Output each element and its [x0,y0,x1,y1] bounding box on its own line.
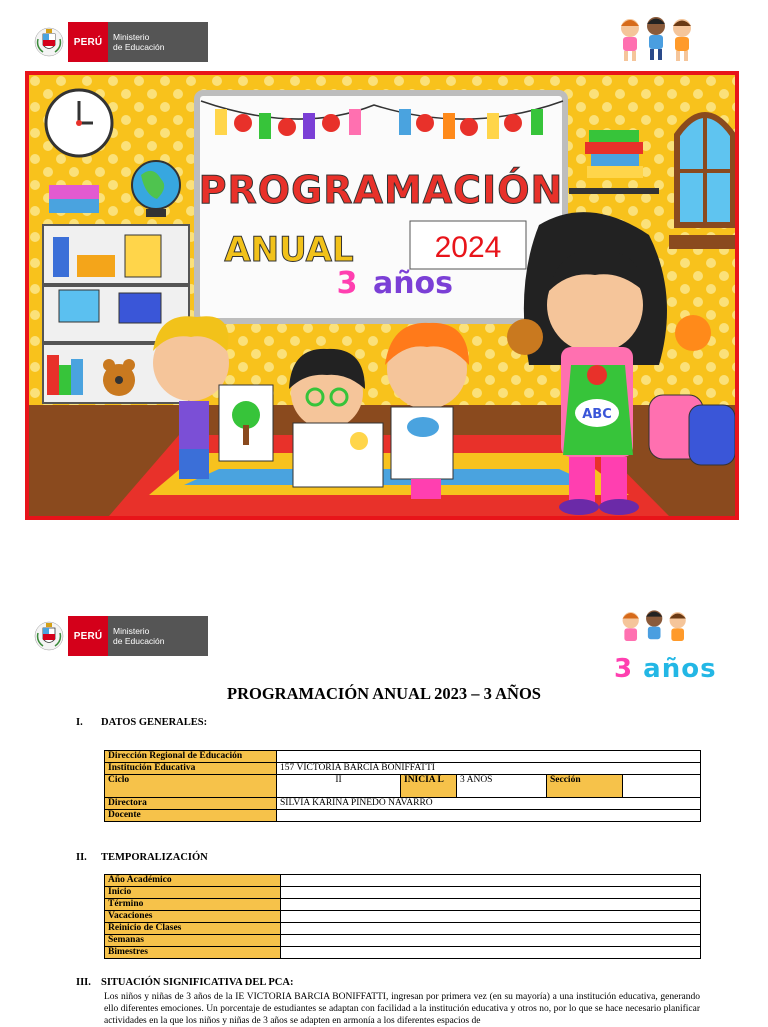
table-row [105,923,701,935]
peru-shield-icon [34,25,64,59]
temp-value [281,947,701,959]
table-row [105,775,701,798]
temp-value [281,875,701,887]
dre-label: Dirección Regional de Educación [105,751,277,763]
seccion-value [623,775,701,798]
nivel-value: 3 AÑOS [457,775,547,798]
temp-label: Reinicio de Clases [105,923,281,935]
section-1-heading [76,717,207,728]
table-row [105,763,701,775]
seccion-label: Sección [547,775,623,798]
ciclo-value: II [277,775,401,798]
temp-value [281,899,701,911]
table-row [105,899,701,911]
section-1-number: I. [76,717,83,728]
docente-label: Docente [105,810,277,822]
temp-label: Término [105,899,281,911]
cover-subtitle: ANUAL [224,230,354,270]
temp-label: Inicio [105,887,281,899]
temp-label: Año Académico [105,875,281,887]
cover-illustration [25,71,739,520]
cover-age-number: 3 [336,266,358,301]
section-1-label: DATOS GENERALES: [101,717,208,728]
table-row [105,947,701,959]
cover-age-word: años [372,266,454,301]
docente-value [277,810,701,822]
peru-label: PERÚ [68,22,108,62]
table-row [105,911,701,923]
ministry-line1: Ministerio [113,32,150,42]
age-badge [614,654,717,684]
teddy-bear-icon [115,376,123,384]
ministry-label [108,616,208,656]
datos-generales-table [104,750,701,822]
temporalizacion-table [104,874,701,959]
minedu-logo [30,22,208,62]
table-row [105,751,701,763]
peru-shield-icon [34,619,64,653]
temp-value [281,923,701,935]
ciclo-label: Ciclo [105,775,277,798]
age-badge-number: 3 [614,654,634,684]
document-title: PROGRAMACIÓN ANUAL 2023 – 3 AÑOS [227,684,541,703]
age-badge-word: años [643,654,717,684]
directora-value: SILVIA KARINA PINEDO NAVARRO [277,798,701,810]
section-3-label: SITUACIÓN SIGNIFICATIVA DEL PCA: [101,977,294,988]
section-2-label: TEMPORALIZACIÓN [101,852,208,863]
backpack-icon [649,395,735,465]
section-2-number: II. [76,852,87,863]
ie-value: 157 VICTORIA BARCIA BONIFFATTI [277,763,701,775]
dre-value [277,751,701,763]
temp-label: Bimestres [105,947,281,959]
table-row [105,810,701,822]
table-row [105,935,701,947]
section-2-heading [76,852,208,863]
ministry-line2: de Educación [113,636,165,646]
temp-label: Vacaciones [105,911,281,923]
ministry-line2: de Educación [113,42,165,52]
table-row [105,887,701,899]
classroom-scene [29,75,735,516]
temp-value [281,887,701,899]
minedu-logo-page2 [30,616,208,656]
cover-title: PROGRAMACIÓN [198,168,564,212]
section-3-number: III. [76,977,91,988]
cover-year: 2024 [434,231,502,264]
clock-icon [46,90,112,156]
kids-icon [606,604,706,660]
temp-label: Semanas [105,935,281,947]
directora-label: Directora [105,798,277,810]
table-row [105,875,701,887]
situacion-paragraph: Los niños y niñas de 3 años de la IE VICTORIA BARCIA BONIFFATTI, ingresan por primera vez (en su mayoría) a una institución educativa, generando ello diferentes emociones. Un porcentaje de estudiantes se adaptan con facilidad a la institución educativa y otros no, por lo que se hace necesario planificar actividades en la que los niños y niñas de 3 años se adapten en armonía a los diferentes espacios de [104,992,700,1026]
temp-value [281,911,701,923]
ministry-label [108,22,208,62]
nivel-label: INICIA L [401,775,457,798]
table-row [105,798,701,810]
ie-label: Institución Educativa [105,763,277,775]
ministry-line1: Ministerio [113,626,150,636]
section-3-heading [76,977,293,988]
window-icon [677,115,733,225]
badge-text: ABC [582,407,612,422]
kids-icon [608,10,708,72]
temp-value [281,935,701,947]
peru-label: PERÚ [68,616,108,656]
